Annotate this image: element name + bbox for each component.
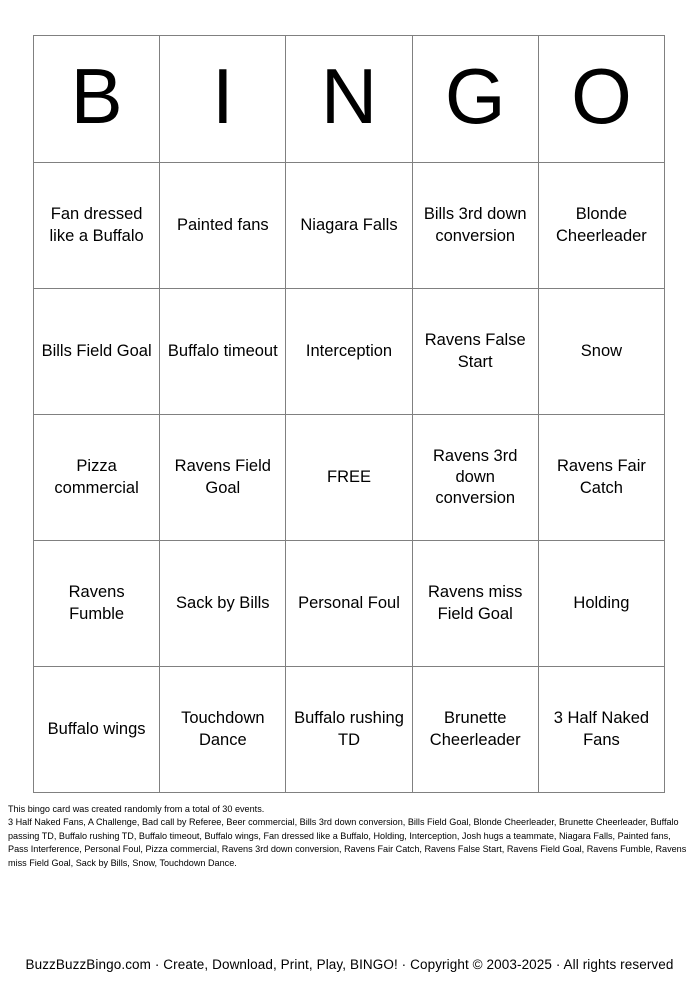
bingo-header-letter-g: G — [413, 36, 539, 163]
bingo-cell-label: Blonde Cheerleader — [556, 205, 647, 245]
bingo-header-letter-i: I — [160, 36, 286, 163]
bingo-row — [34, 541, 665, 667]
bingo-cell[interactable] — [286, 289, 412, 415]
bingo-row — [34, 415, 665, 541]
bingo-cell-label: Buffalo timeout — [167, 341, 278, 360]
bingo-cell-label: Niagara Falls — [300, 215, 398, 234]
bingo-cell[interactable] — [413, 415, 539, 541]
bingo-cell-label: Buffalo rushing TD — [294, 709, 404, 749]
bingo-cell[interactable] — [34, 541, 160, 667]
bingo-cell-label: Sack by Bills — [176, 593, 270, 612]
bingo-cell-label: Bills Field Goal — [41, 341, 152, 360]
bingo-row — [34, 667, 665, 793]
bingo-header-letter-b: B — [34, 36, 160, 163]
bingo-cell[interactable] — [413, 541, 539, 667]
bingo-cell-label: Touchdown Dance — [181, 709, 265, 749]
bingo-cell-label: Painted fans — [176, 215, 269, 234]
bingo-header-letter-o: O — [539, 36, 665, 163]
bingo-cell-label: Buffalo wings — [47, 719, 146, 738]
bingo-cell[interactable] — [160, 667, 286, 793]
bingo-row — [34, 289, 665, 415]
bingo-cell-label: Ravens Field Goal — [174, 457, 271, 497]
bingo-header-row — [34, 36, 665, 163]
card-note-summary: This bingo card was created randomly from a total of 30 events. — [8, 804, 265, 814]
bingo-cell[interactable] — [160, 289, 286, 415]
bingo-cell-label: Brunette Cheerleader — [429, 709, 521, 749]
bingo-cell[interactable] — [160, 541, 286, 667]
bingo-cell[interactable] — [539, 163, 665, 289]
bingo-cell-label: Interception — [305, 341, 393, 360]
card-note-event-list: 3 Half Naked Fans, A Challenge, Bad call by Referee, Beer commercial, Bills 3rd down conversion, Bills Field Goal, Blonde Cheerleader, Brunette Cheerleader, Buffalo passing TD, Buffalo rushing TD, Buffalo timeout, Buffalo wings, Fan dressed like a Buffalo, Holding, Interception, Josh hugs a teammate, Niagara Falls, Painted fans, Pass Interference, Personal Foul, Pizza commercial, Ravens 3rd down conversion, Ravens Fair Catch, Ravens False Start, Ravens Field Goal, Ravens Fumble, Ravens miss Field Goal, Sack by Bills, Snow, Touchdown Dance. — [8, 817, 687, 868]
bingo-cell-label: Ravens False Start — [424, 331, 526, 371]
bingo-cell[interactable] — [286, 667, 412, 793]
bingo-cell[interactable] — [539, 415, 665, 541]
footer-text: BuzzBuzzBingo.com · Create, Download, Print, Play, BINGO! · Copyright © 2003-2025 · All rights reserved — [25, 957, 674, 972]
bingo-cell-label: Ravens 3rd down conversion — [433, 446, 518, 508]
bingo-cell[interactable] — [160, 415, 286, 541]
card-generation-note — [8, 803, 691, 870]
bingo-free-cell[interactable] — [286, 415, 412, 541]
bingo-cell-label: Bills 3rd down conversion — [423, 205, 527, 245]
bingo-cell[interactable] — [160, 163, 286, 289]
bingo-cell[interactable] — [286, 163, 412, 289]
bingo-header-letter-n: N — [286, 36, 412, 163]
bingo-cell-label: Personal Foul — [298, 593, 400, 612]
bingo-cell-label: Ravens miss Field Goal — [427, 583, 523, 623]
bingo-cell[interactable] — [539, 289, 665, 415]
bingo-cell[interactable] — [34, 667, 160, 793]
page-footer — [0, 957, 699, 972]
bingo-row — [34, 163, 665, 289]
bingo-cell-label: Snow — [580, 341, 623, 360]
bingo-cell[interactable] — [286, 541, 412, 667]
bingo-cell[interactable] — [413, 289, 539, 415]
bingo-cell[interactable] — [34, 289, 160, 415]
bingo-cell-label: Fan dressed like a Buffalo — [49, 205, 144, 245]
bingo-cell-label: Pizza commercial — [54, 457, 139, 497]
bingo-cell[interactable] — [34, 415, 160, 541]
bingo-cell-label: Ravens Fair Catch — [556, 457, 646, 497]
bingo-cell[interactable] — [413, 163, 539, 289]
bingo-cell[interactable] — [539, 541, 665, 667]
bingo-cell-label: 3 Half Naked Fans — [553, 709, 650, 749]
bingo-cell[interactable] — [34, 163, 160, 289]
bingo-free-label: FREE — [327, 467, 372, 486]
bingo-cell-label: Ravens Fumble — [68, 583, 125, 623]
bingo-card — [33, 35, 665, 793]
bingo-cell-label: Holding — [573, 593, 630, 612]
bingo-cell[interactable] — [413, 667, 539, 793]
bingo-cell[interactable] — [539, 667, 665, 793]
